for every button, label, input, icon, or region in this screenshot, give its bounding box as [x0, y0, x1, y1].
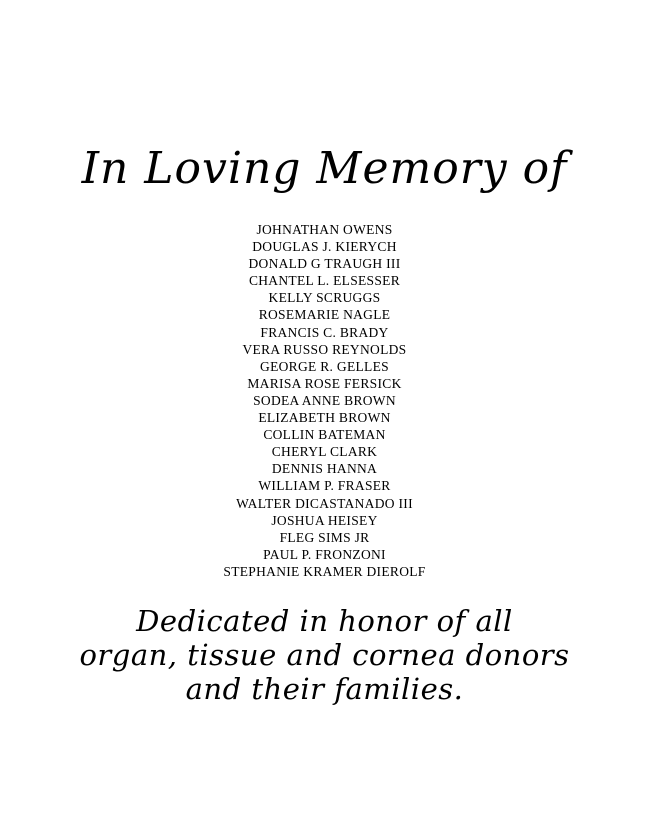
dedication-line: Dedicated in honor of all — [136, 604, 513, 638]
memorial-name: SODEA ANNE BROWN — [253, 392, 396, 408]
memorial-name: STEPHANIE KRAMER DIEROLF — [223, 563, 426, 579]
memorial-name: COLLIN BATEMAN — [263, 427, 386, 443]
dedication-text — [0, 604, 649, 706]
dedication-line: and their families. — [185, 672, 464, 706]
memorial-name: ELIZABETH BROWN — [258, 410, 391, 426]
memorial-name: WALTER DICASTANADO III — [236, 495, 413, 511]
memorial-name: MARISA ROSE FERSICK — [247, 375, 402, 391]
memorial-name: DOUGLAS J. KIERYCH — [252, 239, 397, 255]
memorial-name: JOHNATHAN OWENS — [256, 222, 393, 237]
memorial-name: DENNIS HANNA — [271, 461, 378, 477]
memorial-name: CHERYL CLARK — [271, 444, 378, 460]
memorial-name: ROSEMARIE NAGLE — [258, 307, 391, 323]
memorial-names-list — [0, 221, 649, 580]
memorial-name: CHANTEL L. ELSESSER — [248, 273, 401, 289]
page-title: In Loving Memory of — [81, 143, 568, 194]
memorial-name: GEORGE R. GELLES — [260, 358, 389, 374]
dedication-line: organ, tissue and cornea donors — [79, 638, 570, 672]
memorial-name: FRANCIS C. BRADY — [260, 324, 389, 340]
memorial-name: KELLY SCRUGGS — [268, 290, 381, 306]
memorial-name: WILLIAM P. FRASER — [258, 478, 391, 494]
memorial-name: JOSHUA HEISEY — [271, 512, 378, 528]
memorial-name: DONALD G TRAUGH III — [248, 256, 401, 272]
memorial-name: FLEG SIMS JR — [279, 529, 370, 545]
memorial-name: PAUL P. FRONZONI — [263, 546, 386, 562]
memorial-name: VERA RUSSO REYNOLDS — [242, 341, 407, 357]
